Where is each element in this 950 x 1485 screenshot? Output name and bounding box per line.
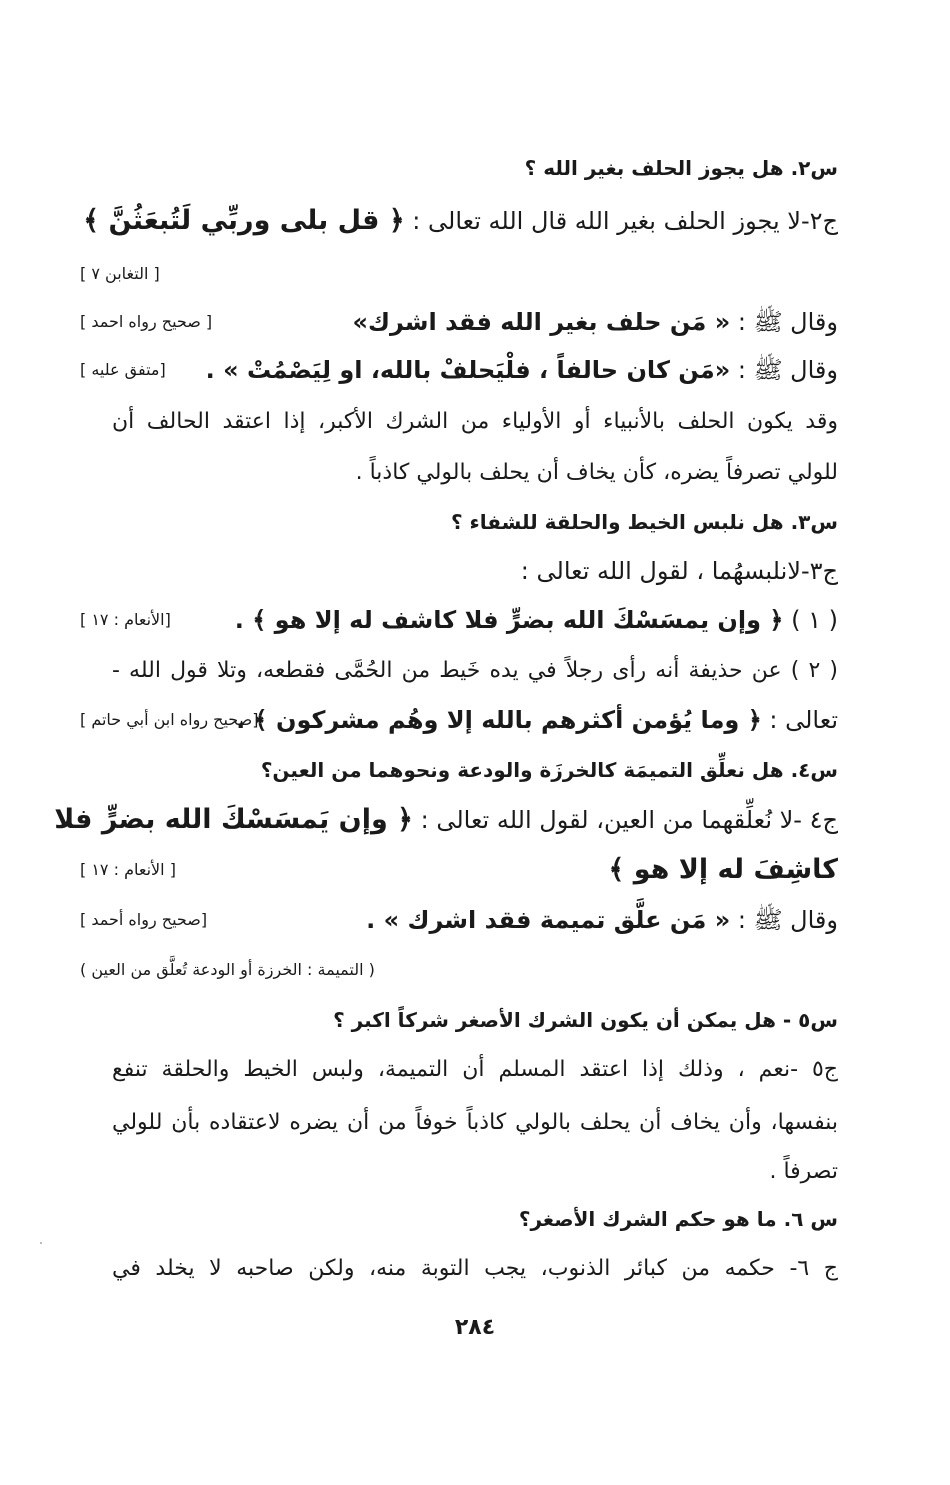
hadith-1-reference: [ صحيح رواه احمد ]: [80, 312, 213, 331]
answer-2-line: [83, 204, 838, 238]
item-1-number: ( ١ ): [783, 606, 838, 634]
answer-2-verse: ﴿ قل بلى وربِّي لَتُبعَثُنَّ ﴾: [83, 205, 405, 236]
hadith-1-line: [112, 305, 838, 339]
question-4: س٤. هل نعلِّق التميمَة كالخرزَة والودعة ونحوهما من العين؟: [260, 758, 838, 782]
verse-reference: [ التغابن ٧ ]: [80, 264, 160, 283]
scan-artifact: [40, 1242, 42, 1244]
answer-6-line-1: ج ٦- حكمه من كبائر الذنوب، يجب التوبة منه، ولكن صاحبه لا يخلد في: [112, 1256, 838, 1281]
question-3: س٣. هل نلبس الخيط والحلقة للشفاء ؟: [450, 510, 838, 534]
hadith-1-intro: وقال ﷺ :: [730, 308, 838, 336]
hadith-3-reference: [صحيح رواه أحمد ]: [80, 910, 208, 929]
answer-2-intro: ج٢-لا يجوز الحلف بغير الله قال الله تعالى :: [404, 207, 838, 235]
question-5: س٥ - هل يمكن أن يكون الشرك الأصغر شركاً اكبر ؟: [333, 1008, 838, 1032]
item-1-verse: ﴿ وإن يمسَسْكَ الله بضرٍّ فلا كاشف له إلا هو ﴾ .: [234, 606, 784, 634]
page-number: ٢٨٤: [454, 1315, 496, 1340]
item-2-verse: ﴿ وما يُؤمن أكثرهم بالله إلا وهُم مشركون ﴾ .: [236, 706, 762, 734]
answer-3-item-1: [112, 603, 838, 637]
paragraph-line-1: وقد يكون الحلف بالأنبياء أو الأولياء من الشرك الأكبر، إذا اعتقد الحالف أن: [112, 409, 838, 434]
answer-4-verse-part-2: كاشِفَ له إلا هو ﴾: [608, 854, 838, 885]
hadith-3-intro: وقال ﷺ :: [730, 906, 838, 934]
answer-4-line-1: [54, 803, 838, 837]
answer-4-reference: [ الأنعام : ١٧ ]: [80, 860, 176, 879]
item-1-reference: [الأنعام : ١٧ ]: [80, 610, 171, 629]
definition-note: ( التميمة : الخرزة أو الودعة تُعلَّق من العين ): [80, 960, 375, 979]
hadith-3-text: « مَن علَّق تميمة فقد اشرك » .: [366, 906, 731, 934]
hadith-2-text: «مَن كان حالفاً ، فلْيَحلفْ بالله، او لِيَصْمُتْ » .: [205, 356, 731, 384]
answer-5-line-3: تصرفاً .: [769, 1159, 838, 1184]
answer-5-line-1: ج٥ -نعم ، وذلك إذا اعتقد المسلم أن التميمة، ولبس الخيط والحلقة تنفع: [112, 1057, 838, 1082]
hadith-2-intro: وقال ﷺ :: [730, 356, 838, 384]
paragraph-line-2: للولي تصرفاً يضره، كأن يخاف أن يحلف بالولي كاذباً .: [355, 460, 838, 485]
answer-4-verse-part-1: ﴿ وإن يَمسَسْكَ الله بضرٍّ فلا: [54, 804, 413, 835]
question-6: س ٦. ما هو حكم الشرك الأصغر؟: [518, 1207, 838, 1231]
question-2: س٢. هل يجوز الحلف بغير الله ؟: [524, 156, 838, 180]
answer-5-line-2: بنفسها، وأن يخاف أن يحلف بالولي كاذباً خوفاً من أن يضره لاعتقاده بأن للولي: [112, 1110, 838, 1135]
hadith-2-line: [112, 353, 838, 387]
hadith-1-text: « مَن حلف بغير الله فقد اشرك»: [352, 308, 731, 336]
item-2-intro: تعالى :: [761, 706, 838, 734]
answer-4-intro: ج٤ -لا نُعلِّقهما من العين، لقول الله تعالى :: [413, 806, 838, 834]
answer-3-item-2-line-1: ( ٢ ) عن حذيفة أنه رأى رجلاً في يده خَيط من الحُمَّى فقطعه، وتلا قول الله -: [112, 658, 838, 683]
hadith-2-reference: [متفق عليه ]: [80, 360, 166, 379]
hadith-3-line: [112, 903, 838, 937]
answer-3-intro: ج٣-لانلبسهُما ، لقول الله تعالى :: [520, 557, 838, 585]
item-2-reference: [صحيح رواه ابن أبي حاتم ]: [80, 710, 259, 729]
